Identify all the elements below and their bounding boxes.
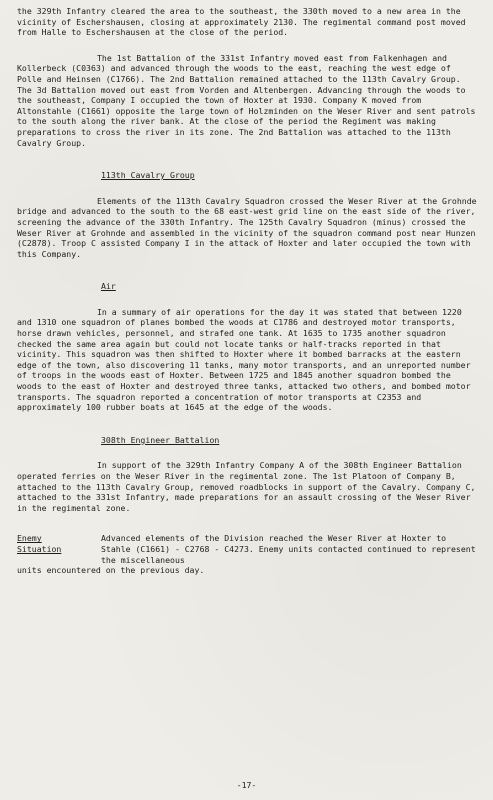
infantry-331-paragraph: The 1st Battalion of the 331st Infantry moved east from Falkenhagen and Kollerbeck (C0363) and advanced through the woods to the east, reaching the west edge of Polle and Heinsen (C1766). The 2nd Battalion remained attached to the 113th Cavalry Group. The 3d Battalion moved out east from Vorden and Altenbergen. Advancing through the woods to the southeast, Company I occupied the town of Hoxter at 1930. Company K moved from Altonstahle (C1661) opposite the large town of Holzminden on the Weser River and sent patrols to the south along the river bank. At the close of the period the Regiment was making preparations to cross the river in its zone. The 2nd Battalion was attached to the 113th Cavalry Group. xyxy=(17,52,481,148)
cavalry-section-heading xyxy=(17,170,477,181)
air-paragraph: In a summary of air operations for the day it was stated that between 1220 and 1310 one squadron of planes bombed the woods at C1786 and destroyed motor transports, horse drawn vehicles, personnel, and strafed one tank. At 1635 to 1735 another squadron checked the same area again but could not locate tanks or half-tracks reported in that vicinity. This squadron was then shifted to Hoxter where it bombed barracks at the eastern edge of the town, also discovering 11 tanks, many motor transports, and an unreported number of troops in the woods east of Hoxter. Between 1725 and 1845 another squadron bombed the woods to the east of Hoxter and destroyed three tanks, attacked two others, and bombed motor transports. The squadron reported a concentration of motor transports at C2353 and approximately 100 rubber boats at 1645 at the edge of the woods. xyxy=(17,306,476,413)
engineer-heading-text: 308th Engineer Battalion xyxy=(101,434,220,445)
intro-paragraph: the 329th Infantry cleared the area to the southeast, the 330th moved to a new area in the vicinity of Eschershausen, closing at approximately 2130. The regimental command post moved from Halle to Eschershausen at the close of the period. xyxy=(17,6,471,38)
enemy-situation-paragraph: Advanced elements of the Division reached the Weser River at Hoxter to Stahle (C1661) - C2768 - C4273. Enemy units contacted continued to represent the miscellaneous xyxy=(101,533,481,565)
page-number: -17- xyxy=(236,780,257,790)
cavalry-heading-text: 113th Cavalry Group xyxy=(101,170,195,181)
enemy-label-line-1: Enemy xyxy=(17,533,42,544)
engineer-section-heading xyxy=(17,435,477,446)
engineer-paragraph: In support of the 329th Infantry Company A of the 308th Engineer Battalion operated ferries on the Weser River in the regimental zone. The 1st Platoon of Company B, attached to the 113th Cavalry Group, removed roadblocks in support of the Cavalry. Company C, attached to the 331st Infantry, made preparations for an assault crossing of the Weser River in the regimental zone. xyxy=(17,460,481,513)
enemy-situation-label xyxy=(17,533,101,565)
air-section-heading xyxy=(17,281,477,292)
enemy-situation-continuation: units encountered on the previous day. xyxy=(17,565,205,576)
cavalry-paragraph: Elements of the 113th Cavalry Squadron crossed the Weser River at the Grohnde bridge and advanced to the south to the 68 east-west grid line on the east side of the river, screening the advance of the 330th Infantry. The 125th Cavalry Squadron (minus) crossed the Weser River at Grohnde and assembled in the vicinity of the squadron command post near Hunzen (C2878). Troop C assisted Company I in the attack of Hoxter and later occupied the town with this Company. xyxy=(17,195,482,259)
air-heading-text: Air xyxy=(101,281,116,292)
enemy-situation-section xyxy=(17,533,481,565)
enemy-label-line-2: Situation xyxy=(17,543,62,554)
